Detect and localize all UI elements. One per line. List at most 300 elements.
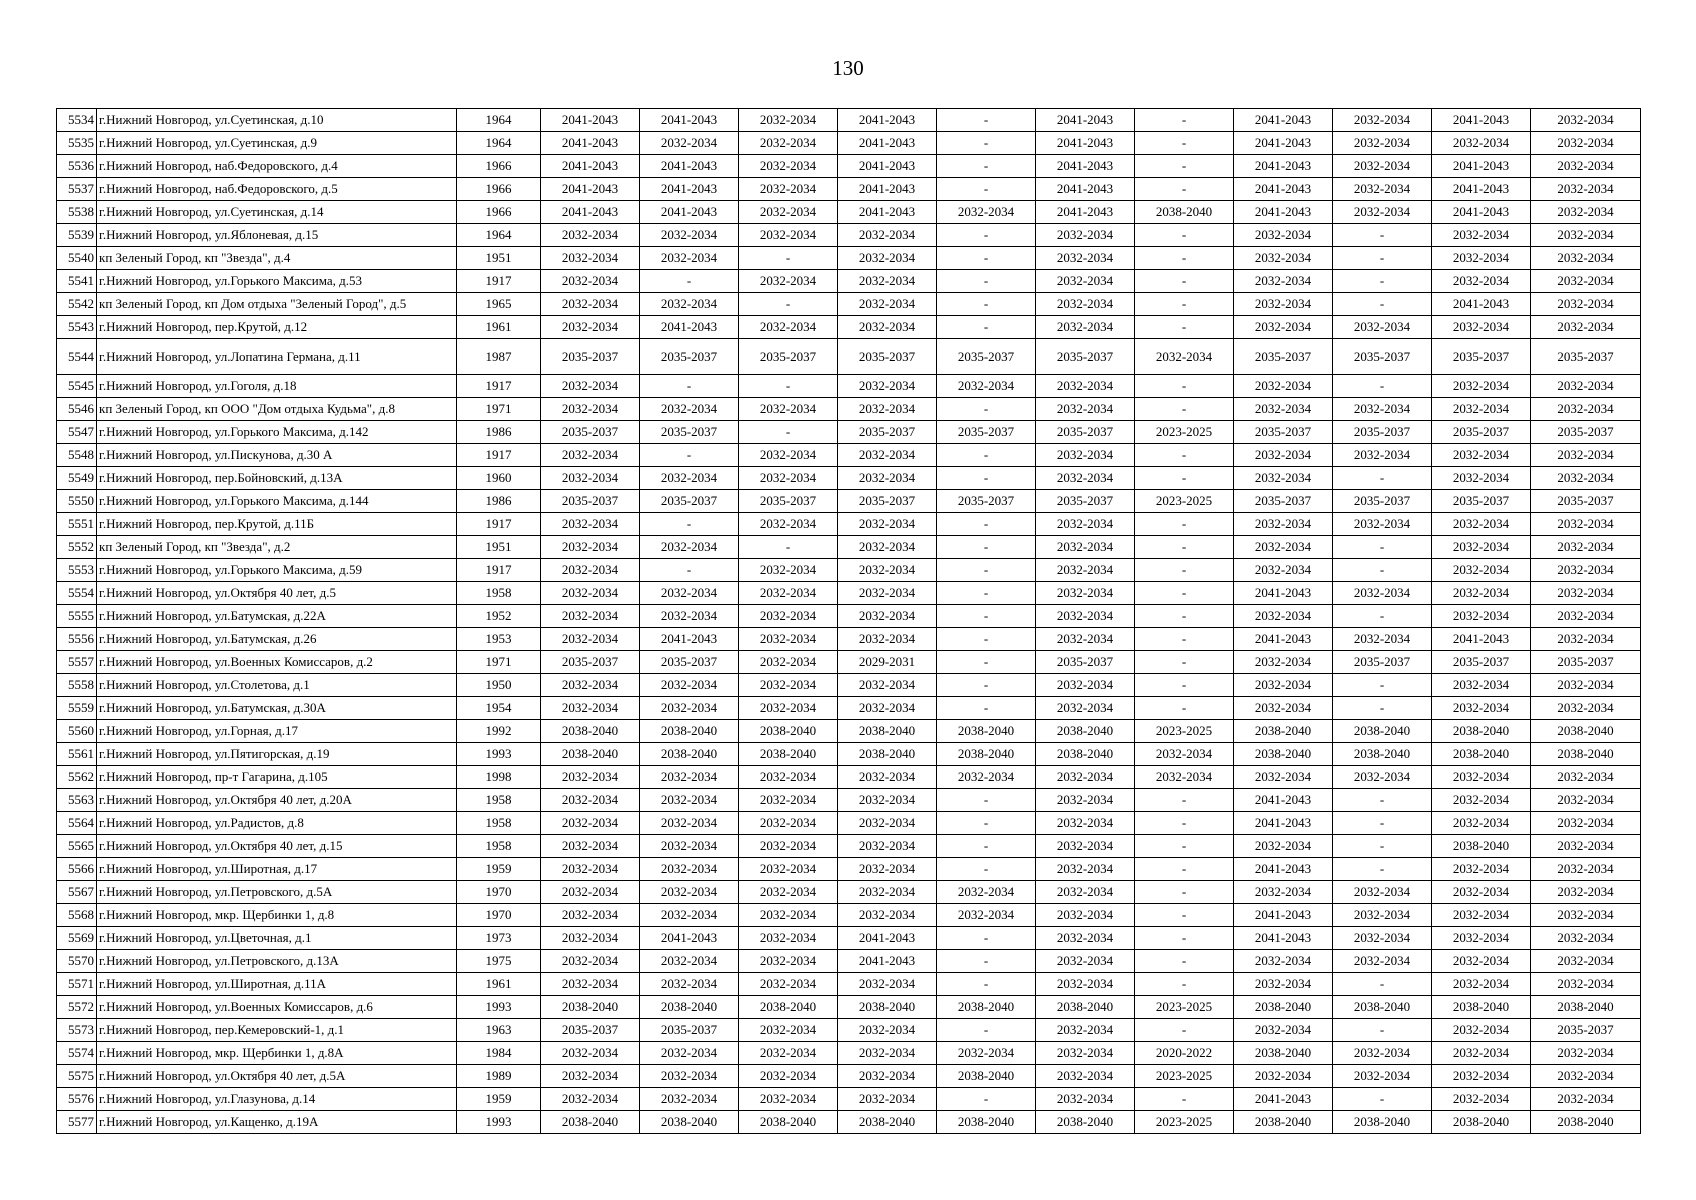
cell-address: г.Нижний Новгород, ул.Суетинская, д.14 [97, 201, 457, 224]
cell-period-2: 2041-2043 [640, 927, 739, 950]
cell-period-9: 2032-2034 [1333, 582, 1432, 605]
cell-period-11: 2032-2034 [1531, 605, 1641, 628]
cell-period-4: 2032-2034 [838, 1065, 937, 1088]
table-row [57, 536, 1641, 559]
table-row [57, 421, 1641, 444]
page-number: 130 [832, 56, 864, 80]
cell-period-8: 2032-2034 [1234, 224, 1333, 247]
cell-period-7: - [1135, 789, 1234, 812]
cell-period-1: 2032-2034 [541, 1042, 640, 1065]
table-row [57, 720, 1641, 743]
cell-period-6: 2032-2034 [1036, 444, 1135, 467]
table-row [57, 927, 1641, 950]
cell-record-number: 5554 [57, 582, 97, 605]
cell-period-5: 2032-2034 [937, 201, 1036, 224]
cell-address: г.Нижний Новгород, пер.Крутой, д.12 [97, 316, 457, 339]
cell-period-2: 2035-2037 [640, 339, 739, 375]
cell-period-10: 2032-2034 [1432, 398, 1531, 421]
cell-period-11: 2032-2034 [1531, 398, 1641, 421]
cell-period-11: 2032-2034 [1531, 927, 1641, 950]
cell-address: г.Нижний Новгород, ул.Широтная, д.17 [97, 858, 457, 881]
cell-year-built: 1953 [457, 628, 541, 651]
cell-year-built: 1958 [457, 789, 541, 812]
cell-period-5: 2035-2037 [937, 421, 1036, 444]
cell-period-6: 2032-2034 [1036, 559, 1135, 582]
cell-period-10: 2038-2040 [1432, 1111, 1531, 1134]
cell-period-4: 2032-2034 [838, 858, 937, 881]
cell-period-11: 2032-2034 [1531, 881, 1641, 904]
cell-period-5: 2032-2034 [937, 904, 1036, 927]
cell-period-5: - [937, 444, 1036, 467]
cell-record-number: 5552 [57, 536, 97, 559]
cell-address: г.Нижний Новгород, ул.Гоголя, д.18 [97, 375, 457, 398]
cell-year-built: 1960 [457, 467, 541, 490]
cell-period-8: 2041-2043 [1234, 582, 1333, 605]
cell-period-10: 2032-2034 [1432, 605, 1531, 628]
cell-period-7: - [1135, 697, 1234, 720]
cell-period-9: - [1333, 789, 1432, 812]
cell-period-8: 2038-2040 [1234, 1111, 1333, 1134]
cell-record-number: 5547 [57, 421, 97, 444]
cell-period-5: - [937, 674, 1036, 697]
cell-year-built: 1986 [457, 421, 541, 444]
cell-period-6: 2032-2034 [1036, 270, 1135, 293]
cell-period-1: 2032-2034 [541, 582, 640, 605]
cell-record-number: 5545 [57, 375, 97, 398]
cell-period-2: 2032-2034 [640, 1042, 739, 1065]
cell-address: кп Зеленый Город, кп "Звезда", д.2 [97, 536, 457, 559]
cell-address: г.Нижний Новгород, ул.Горького Максима, д.142 [97, 421, 457, 444]
cell-period-4: 2029-2031 [838, 651, 937, 674]
cell-period-7: - [1135, 628, 1234, 651]
cell-period-7: - [1135, 858, 1234, 881]
cell-period-10: 2038-2040 [1432, 720, 1531, 743]
table-row [57, 1042, 1641, 1065]
cell-period-9: 2032-2034 [1333, 178, 1432, 201]
cell-year-built: 1992 [457, 720, 541, 743]
cell-period-5: - [937, 536, 1036, 559]
cell-period-3: 2032-2034 [739, 224, 838, 247]
cell-period-2: 2032-2034 [640, 224, 739, 247]
cell-period-11: 2032-2034 [1531, 858, 1641, 881]
cell-record-number: 5559 [57, 697, 97, 720]
cell-period-4: 2035-2037 [838, 421, 937, 444]
cell-period-11: 2032-2034 [1531, 132, 1641, 155]
cell-period-4: 2032-2034 [838, 835, 937, 858]
cell-year-built: 1970 [457, 881, 541, 904]
cell-period-5: 2035-2037 [937, 339, 1036, 375]
cell-period-7: - [1135, 835, 1234, 858]
cell-address: г.Нижний Новгород, ул.Широтная, д.11А [97, 973, 457, 996]
cell-address: г.Нижний Новгород, мкр. Щербинки 1, д.8 [97, 904, 457, 927]
cell-record-number: 5570 [57, 950, 97, 973]
cell-period-10: 2032-2034 [1432, 812, 1531, 835]
cell-address: г.Нижний Новгород, пер.Кемеровский-1, д.1 [97, 1019, 457, 1042]
cell-period-11: 2032-2034 [1531, 789, 1641, 812]
cell-period-6: 2032-2034 [1036, 398, 1135, 421]
cell-period-7: - [1135, 398, 1234, 421]
cell-period-5: - [937, 835, 1036, 858]
cell-period-9: 2032-2034 [1333, 155, 1432, 178]
cell-period-2: 2035-2037 [640, 421, 739, 444]
cell-period-3: 2038-2040 [739, 720, 838, 743]
cell-period-3: 2032-2034 [739, 467, 838, 490]
cell-address: г.Нижний Новгород, ул.Яблоневая, д.15 [97, 224, 457, 247]
cell-period-2: 2032-2034 [640, 605, 739, 628]
cell-period-3: 2032-2034 [739, 444, 838, 467]
cell-address: г.Нижний Новгород, ул.Октября 40 лет, д.20А [97, 789, 457, 812]
cell-period-3: 2032-2034 [739, 1065, 838, 1088]
cell-address: г.Нижний Новгород, наб.Федоровского, д.4 [97, 155, 457, 178]
cell-address: г.Нижний Новгород, ул.Октября 40 лет, д.5А [97, 1065, 457, 1088]
cell-period-5: - [937, 927, 1036, 950]
cell-period-1: 2032-2034 [541, 904, 640, 927]
cell-period-1: 2032-2034 [541, 293, 640, 316]
cell-period-4: 2032-2034 [838, 270, 937, 293]
table-row [57, 201, 1641, 224]
cell-period-10: 2038-2040 [1432, 835, 1531, 858]
cell-record-number: 5538 [57, 201, 97, 224]
cell-period-11: 2032-2034 [1531, 178, 1641, 201]
cell-period-1: 2032-2034 [541, 697, 640, 720]
table-row [57, 881, 1641, 904]
cell-period-2: 2032-2034 [640, 881, 739, 904]
cell-period-2: - [640, 270, 739, 293]
cell-period-9: 2035-2037 [1333, 651, 1432, 674]
cell-period-1: 2032-2034 [541, 605, 640, 628]
cell-period-6: 2032-2034 [1036, 697, 1135, 720]
cell-period-6: 2032-2034 [1036, 1065, 1135, 1088]
cell-year-built: 1966 [457, 178, 541, 201]
cell-address: г.Нижний Новгород, ул.Суетинская, д.9 [97, 132, 457, 155]
cell-period-8: 2035-2037 [1234, 421, 1333, 444]
cell-period-6: 2032-2034 [1036, 605, 1135, 628]
cell-period-7: - [1135, 375, 1234, 398]
cell-period-10: 2035-2037 [1432, 490, 1531, 513]
cell-period-4: 2038-2040 [838, 996, 937, 1019]
cell-period-11: 2032-2034 [1531, 316, 1641, 339]
table-row [57, 444, 1641, 467]
cell-address: г.Нижний Новгород, мкр. Щербинки 1, д.8А [97, 1042, 457, 1065]
cell-address: г.Нижний Новгород, ул.Пятигорская, д.19 [97, 743, 457, 766]
cell-period-6: 2032-2034 [1036, 224, 1135, 247]
cell-year-built: 1917 [457, 444, 541, 467]
cell-period-4: 2032-2034 [838, 467, 937, 490]
cell-period-1: 2032-2034 [541, 513, 640, 536]
cell-period-11: 2032-2034 [1531, 697, 1641, 720]
cell-period-3: 2032-2034 [739, 651, 838, 674]
cell-period-6: 2032-2034 [1036, 1019, 1135, 1042]
cell-period-2: 2035-2037 [640, 1019, 739, 1042]
cell-period-3: 2032-2034 [739, 605, 838, 628]
cell-period-2: 2032-2034 [640, 973, 739, 996]
cell-period-10: 2041-2043 [1432, 293, 1531, 316]
cell-period-8: 2032-2034 [1234, 973, 1333, 996]
cell-period-2: 2032-2034 [640, 132, 739, 155]
cell-period-8: 2032-2034 [1234, 835, 1333, 858]
cell-period-2: 2032-2034 [640, 697, 739, 720]
cell-period-11: 2032-2034 [1531, 293, 1641, 316]
cell-period-8: 2032-2034 [1234, 398, 1333, 421]
cell-period-11: 2032-2034 [1531, 1042, 1641, 1065]
cell-address: г.Нижний Новгород, ул.Петровского, д.5А [97, 881, 457, 904]
cell-year-built: 1959 [457, 858, 541, 881]
cell-period-5: - [937, 812, 1036, 835]
cell-address: г.Нижний Новгород, ул.Батумская, д.22А [97, 605, 457, 628]
cell-period-2: 2035-2037 [640, 490, 739, 513]
cell-period-7: - [1135, 132, 1234, 155]
cell-period-9: - [1333, 697, 1432, 720]
cell-period-10: 2038-2040 [1432, 743, 1531, 766]
cell-period-2: 2041-2043 [640, 201, 739, 224]
cell-period-6: 2032-2034 [1036, 582, 1135, 605]
cell-year-built: 1959 [457, 1088, 541, 1111]
cell-period-7: 2023-2025 [1135, 1065, 1234, 1088]
cell-address: г.Нижний Новгород, ул.Батумская, д.26 [97, 628, 457, 651]
cell-period-7: 2038-2040 [1135, 201, 1234, 224]
cell-period-11: 2035-2037 [1531, 651, 1641, 674]
cell-period-6: 2041-2043 [1036, 109, 1135, 132]
cell-period-1: 2035-2037 [541, 651, 640, 674]
table-row [57, 490, 1641, 513]
cell-period-5: 2038-2040 [937, 743, 1036, 766]
cell-period-5: - [937, 247, 1036, 270]
cell-period-9: 2032-2034 [1333, 109, 1432, 132]
cell-period-1: 2038-2040 [541, 1111, 640, 1134]
cell-period-8: 2032-2034 [1234, 1065, 1333, 1088]
cell-record-number: 5572 [57, 996, 97, 1019]
cell-period-1: 2032-2034 [541, 559, 640, 582]
cell-period-9: 2035-2037 [1333, 339, 1432, 375]
cell-record-number: 5550 [57, 490, 97, 513]
cell-period-3: 2032-2034 [739, 927, 838, 950]
cell-record-number: 5543 [57, 316, 97, 339]
cell-period-9: - [1333, 835, 1432, 858]
cell-period-6: 2032-2034 [1036, 1088, 1135, 1111]
cell-period-9: - [1333, 467, 1432, 490]
cell-year-built: 1951 [457, 536, 541, 559]
cell-period-8: 2035-2037 [1234, 339, 1333, 375]
cell-period-4: 2032-2034 [838, 766, 937, 789]
cell-period-1: 2032-2034 [541, 766, 640, 789]
cell-period-7: 2032-2034 [1135, 766, 1234, 789]
cell-period-3: 2032-2034 [739, 1019, 838, 1042]
table-row [57, 582, 1641, 605]
cell-period-1: 2032-2034 [541, 444, 640, 467]
cell-period-5: - [937, 605, 1036, 628]
cell-period-11: 2032-2034 [1531, 247, 1641, 270]
cell-period-1: 2032-2034 [541, 789, 640, 812]
cell-period-5: - [937, 132, 1036, 155]
cell-period-11: 2032-2034 [1531, 950, 1641, 973]
cell-period-4: 2041-2043 [838, 109, 937, 132]
cell-period-11: 2032-2034 [1531, 155, 1641, 178]
cell-year-built: 1951 [457, 247, 541, 270]
cell-period-4: 2032-2034 [838, 375, 937, 398]
cell-period-3: 2032-2034 [739, 201, 838, 224]
cell-period-4: 2041-2043 [838, 132, 937, 155]
cell-period-5: 2038-2040 [937, 1065, 1036, 1088]
cell-period-9: 2032-2034 [1333, 444, 1432, 467]
cell-year-built: 1970 [457, 904, 541, 927]
cell-period-3: 2038-2040 [739, 996, 838, 1019]
cell-record-number: 5537 [57, 178, 97, 201]
cell-record-number: 5539 [57, 224, 97, 247]
cell-period-9: 2032-2034 [1333, 766, 1432, 789]
cell-period-2: 2032-2034 [640, 789, 739, 812]
cell-period-5: - [937, 651, 1036, 674]
cell-year-built: 1952 [457, 605, 541, 628]
cell-year-built: 1973 [457, 927, 541, 950]
cell-period-5: - [937, 224, 1036, 247]
cell-period-2: 2032-2034 [640, 293, 739, 316]
cell-year-built: 1998 [457, 766, 541, 789]
cell-period-6: 2032-2034 [1036, 467, 1135, 490]
cell-period-3: 2032-2034 [739, 904, 838, 927]
cell-period-9: - [1333, 812, 1432, 835]
cell-period-1: 2032-2034 [541, 270, 640, 293]
cell-period-9: - [1333, 973, 1432, 996]
cell-period-8: 2041-2043 [1234, 628, 1333, 651]
cell-period-9: 2032-2034 [1333, 950, 1432, 973]
table-row [57, 766, 1641, 789]
cell-period-3: 2038-2040 [739, 1111, 838, 1134]
cell-year-built: 1987 [457, 339, 541, 375]
table-row [57, 996, 1641, 1019]
cell-period-10: 2032-2034 [1432, 467, 1531, 490]
cell-period-7: - [1135, 582, 1234, 605]
cell-period-10: 2032-2034 [1432, 973, 1531, 996]
cell-period-3: 2032-2034 [739, 674, 838, 697]
cell-period-5: 2035-2037 [937, 490, 1036, 513]
cell-address: г.Нижний Новгород, ул.Октября 40 лет, д.5 [97, 582, 457, 605]
cell-period-4: 2032-2034 [838, 904, 937, 927]
cell-period-3: - [739, 536, 838, 559]
cell-period-6: 2041-2043 [1036, 201, 1135, 224]
cell-period-1: 2041-2043 [541, 201, 640, 224]
cell-period-11: 2038-2040 [1531, 720, 1641, 743]
table-row [57, 1111, 1641, 1134]
cell-period-7: 2023-2025 [1135, 1111, 1234, 1134]
cell-period-11: 2032-2034 [1531, 224, 1641, 247]
cell-period-11: 2032-2034 [1531, 1065, 1641, 1088]
cell-period-11: 2032-2034 [1531, 559, 1641, 582]
cell-period-5: - [937, 467, 1036, 490]
cell-period-11: 2038-2040 [1531, 996, 1641, 1019]
cell-record-number: 5536 [57, 155, 97, 178]
cell-period-10: 2032-2034 [1432, 247, 1531, 270]
cell-period-5: - [937, 1019, 1036, 1042]
cell-period-3: 2032-2034 [739, 697, 838, 720]
cell-period-5: - [937, 270, 1036, 293]
cell-year-built: 1971 [457, 651, 541, 674]
cell-period-8: 2038-2040 [1234, 720, 1333, 743]
cell-record-number: 5576 [57, 1088, 97, 1111]
cell-period-10: 2035-2037 [1432, 421, 1531, 444]
table-row [57, 178, 1641, 201]
table-row [57, 858, 1641, 881]
cell-period-3: 2032-2034 [739, 950, 838, 973]
cell-period-7: - [1135, 605, 1234, 628]
cell-year-built: 1989 [457, 1065, 541, 1088]
table-row [57, 109, 1641, 132]
cell-period-3: 2032-2034 [739, 789, 838, 812]
cell-period-1: 2035-2037 [541, 339, 640, 375]
cell-period-4: 2032-2034 [838, 398, 937, 421]
cell-period-9: 2032-2034 [1333, 1042, 1432, 1065]
cell-period-1: 2032-2034 [541, 398, 640, 421]
cell-period-11: 2032-2034 [1531, 513, 1641, 536]
cell-period-11: 2032-2034 [1531, 1088, 1641, 1111]
cell-year-built: 1971 [457, 398, 541, 421]
cell-period-1: 2032-2034 [541, 536, 640, 559]
cell-period-6: 2032-2034 [1036, 881, 1135, 904]
cell-period-7: - [1135, 109, 1234, 132]
cell-period-11: 2032-2034 [1531, 444, 1641, 467]
table-row [57, 812, 1641, 835]
cell-year-built: 1975 [457, 950, 541, 973]
cell-year-built: 1958 [457, 582, 541, 605]
cell-period-1: 2032-2034 [541, 674, 640, 697]
cell-record-number: 5542 [57, 293, 97, 316]
table-row [57, 155, 1641, 178]
cell-period-11: 2032-2034 [1531, 628, 1641, 651]
cell-period-8: 2032-2034 [1234, 247, 1333, 270]
cell-period-1: 2032-2034 [541, 1065, 640, 1088]
cell-record-number: 5577 [57, 1111, 97, 1134]
cell-period-4: 2032-2034 [838, 605, 937, 628]
cell-record-number: 5534 [57, 109, 97, 132]
cell-period-7: - [1135, 247, 1234, 270]
cell-period-1: 2041-2043 [541, 109, 640, 132]
cell-period-10: 2032-2034 [1432, 1088, 1531, 1111]
cell-period-4: 2035-2037 [838, 490, 937, 513]
cell-period-10: 2032-2034 [1432, 1065, 1531, 1088]
cell-period-4: 2032-2034 [838, 513, 937, 536]
cell-period-1: 2038-2040 [541, 720, 640, 743]
cell-period-9: 2032-2034 [1333, 316, 1432, 339]
cell-address: г.Нижний Новгород, ул.Радистов, д.8 [97, 812, 457, 835]
cell-period-2: - [640, 513, 739, 536]
cell-period-10: 2038-2040 [1432, 996, 1531, 1019]
cell-period-10: 2032-2034 [1432, 559, 1531, 582]
cell-year-built: 1966 [457, 201, 541, 224]
cell-period-4: 2032-2034 [838, 674, 937, 697]
cell-period-10: 2032-2034 [1432, 375, 1531, 398]
cell-period-8: 2041-2043 [1234, 812, 1333, 835]
cell-address: г.Нижний Новгород, пер.Бойновский, д.13А [97, 467, 457, 490]
cell-period-10: 2041-2043 [1432, 178, 1531, 201]
cell-period-9: - [1333, 293, 1432, 316]
cell-period-8: 2041-2043 [1234, 201, 1333, 224]
cell-period-3: 2032-2034 [739, 1042, 838, 1065]
cell-period-10: 2032-2034 [1432, 697, 1531, 720]
cell-year-built: 1917 [457, 513, 541, 536]
cell-period-9: 2032-2034 [1333, 513, 1432, 536]
cell-period-6: 2032-2034 [1036, 293, 1135, 316]
cell-record-number: 5569 [57, 927, 97, 950]
table-row [57, 904, 1641, 927]
cell-period-7: - [1135, 812, 1234, 835]
table-row [57, 467, 1641, 490]
cell-period-2: 2041-2043 [640, 155, 739, 178]
cell-record-number: 5574 [57, 1042, 97, 1065]
cell-period-2: 2041-2043 [640, 316, 739, 339]
cell-period-5: 2032-2034 [937, 375, 1036, 398]
cell-address: г.Нижний Новгород, ул.Горная, д.17 [97, 720, 457, 743]
cell-period-10: 2032-2034 [1432, 858, 1531, 881]
cell-period-2: 2032-2034 [640, 1088, 739, 1111]
